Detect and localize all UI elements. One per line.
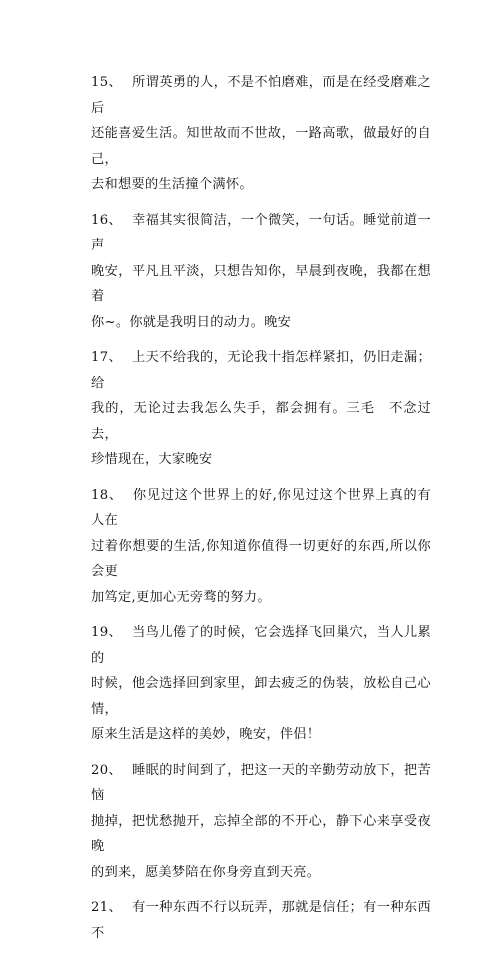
- quote-paragraph: [91, 758, 431, 886]
- quote-number: 21、: [91, 900, 123, 915]
- quote-entry: [91, 345, 431, 473]
- quote-line: 过着你想要的生活,你知道你值得一切更好的东西,所以你会更: [91, 538, 431, 579]
- quote-number: 20、: [91, 762, 123, 778]
- quote-line: 去和想要的生活撞个满怀。: [91, 177, 253, 192]
- quote-number: 16、: [91, 212, 123, 228]
- quote-line: 睡眠的时间到了，把这一天的辛勤劳动放下，把苦恼: [91, 762, 431, 803]
- quote-paragraph: [91, 895, 431, 946]
- quote-paragraph: [91, 208, 431, 336]
- quote-line: 抛掉，把忧愁抛开，忘掉全部的不开心，静下心来享受夜晚: [91, 813, 431, 854]
- quote-line: 你~。你就是我明日的动力。晚安: [91, 314, 292, 330]
- quote-paragraph: [91, 483, 431, 611]
- quote-paragraph: [91, 345, 431, 473]
- quote-number: 19、: [91, 625, 123, 640]
- quote-list: [91, 70, 431, 956]
- quote-line: 有一种东西不行以玩弄，那就是信任；有一种东西不: [91, 900, 431, 941]
- quote-number: 15、: [91, 75, 123, 90]
- quote-line: 当鸟儿倦了的时候，它会选择飞回巢穴，当人儿累的: [91, 625, 431, 666]
- quote-line: 加笃定,更加心无旁骛的努力。: [91, 589, 271, 605]
- quote-line: 幸福其实很简洁，一个微笑，一句话。睡觉前道一声: [91, 212, 431, 253]
- quote-line: 珍惜现在，大家晚安: [91, 452, 213, 467]
- quote-line: 时候，他会选择回到家里，卸去疲乏的伪装，放松自己心情，: [91, 676, 431, 717]
- quote-entry: [91, 70, 431, 198]
- quote-line: 所谓英勇的人，不是不怕磨难，而是在经受磨难之后: [91, 75, 431, 116]
- quote-number: 18、: [91, 487, 123, 503]
- quote-line: 你见过这个世界上的好,你见过这个世界上真的有人在: [91, 487, 431, 528]
- quote-entry: [91, 758, 431, 886]
- quote-entry: [91, 620, 431, 748]
- quote-entry: [91, 895, 431, 946]
- quote-paragraph: [91, 70, 431, 198]
- quote-entry: [91, 483, 431, 611]
- quote-line: 还能喜爱生活。知世故而不世故，一路高歌，做最好的自己，: [91, 126, 431, 167]
- quote-line: 我的，无论过去我怎么失手，都会拥有。三毛 不念过去，: [91, 401, 431, 442]
- quote-paragraph: [91, 620, 431, 748]
- quote-line: 上天不给我的，无论我十指怎样紧扣，仍旧走漏；给: [91, 350, 431, 391]
- quote-number: 17、: [91, 350, 123, 365]
- quote-line: 晚安，平凡且平淡，只想告知你，早晨到夜晚，我都在想着: [91, 263, 431, 304]
- quote-entry: [91, 208, 431, 336]
- quote-line: 原来生活是这样的美妙，晚安，伴侣！: [91, 727, 321, 742]
- quote-line: 的到来，愿美梦陪在你身旁直到天亮。: [91, 864, 321, 880]
